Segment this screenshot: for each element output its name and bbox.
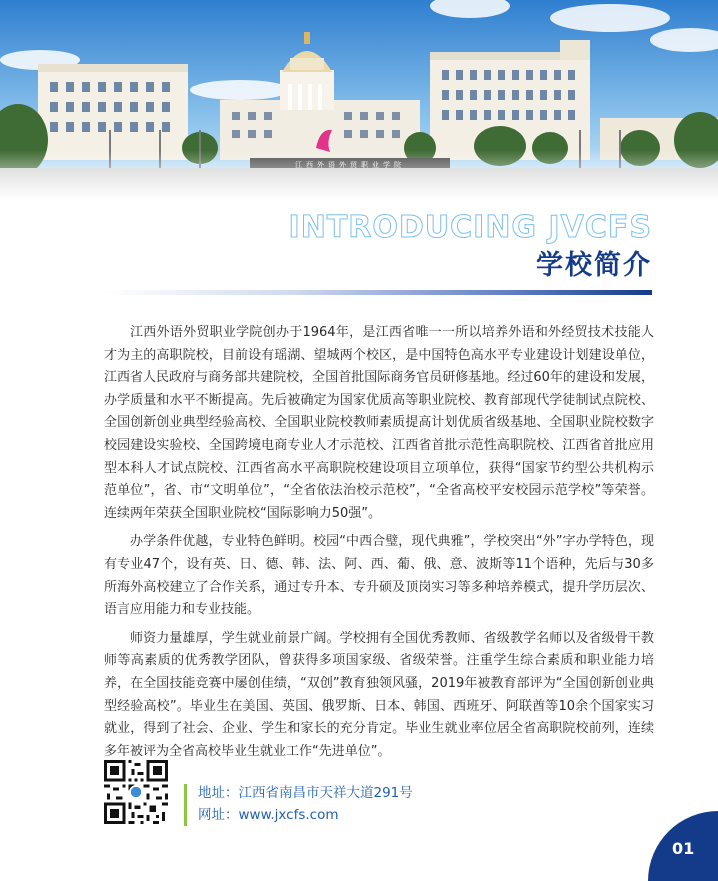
introduction-body [104, 322, 654, 769]
left-building [38, 64, 188, 160]
qr-logo [130, 786, 142, 798]
contact-address: 地址：江西省南昌市天祥大道291号 [198, 785, 413, 801]
paragraph-conditions: 办学条件优越，专业特色鲜明。校园“中西合璧，现代典雅”，学校突出“外”字办学特色，现有专业47个，设有英、日、德、韩、法、阿、西、葡、俄、意、波斯等11个语种，先后与30多所海外高校建立了合作关系，通过专升本、专升硕及顶岗实习等多种培养模式，提升学历层次、语言应用能力和专业技能。 [104, 534, 654, 618]
heading-divider [104, 290, 652, 295]
paragraph-history: 江西外语外贸职业学院创办于1964年，是江西省唯一一所以培养外语和外经贸技术技能人才为主的高职院校，目前设有瑶湖、望城两个校区，是中国特色高水平专业建设计划建设单位，江西省人民政府与商务部共建院校，全国首批国际商务官员研修基地。经过60年的建设和发展，办学质量和水平不断提高。先后被确定为国家优质高等职业院校、教育部现代学徒制试点院校、全国创新创业典型经验高校、全国职业院校教师素质提高计划优质省级基地、全国职业院校数字校园建设实验校、全国跨境电商专业人才示范校、江西省首批示范性高职院校、江西省首批应用型本科人才试点院校、江西省高水平高职院校建设项目立项单位，获得“国家节约型公共机构示范单位”，省、市“文明单位”，“全省依法治校示范校”，“全省高校平安校园示范学校”等荣誉。连续两年荣获全国职业院校“国际影响力50强”。 [104, 325, 654, 521]
heading-english: INTRODUCING JVCFS [288, 210, 652, 245]
contact-website[interactable]: 网址：www.jxcfs.com [198, 807, 339, 823]
heading-chinese: 学校简介 [536, 250, 652, 281]
page-number: 01 [672, 839, 695, 858]
gate-sign: 江西外语外贸职业学院 [295, 161, 405, 169]
contact-accent-bar [184, 784, 187, 826]
qr-code[interactable] [104, 760, 168, 824]
paragraph-faculty: 师资力量雄厚，学生就业前景广阔。学校拥有全国优秀教师、省级教学名师以及省级骨干教师等高素质的优秀教学团队，曾获得多项国家级、省级荣誉。注重学生综合素质和职业能力培养，在全国技能竞赛中屡创佳绩，“双创”教育独领风骚，2019年被教育部评为“全国创新创业典型经验高校”。毕业生在美国、英国、俄罗斯、日本、韩国、西班牙、阿联酋等10余个国家实习就业，得到了社会、企业、学生和家长的充分肯定。毕业生就业率位居全省高职院校前列，连续多年被评为全省高校毕业生就业工作“先进单位”。 [104, 630, 654, 759]
campus-photo [0, 0, 718, 200]
contact-info [198, 782, 413, 826]
